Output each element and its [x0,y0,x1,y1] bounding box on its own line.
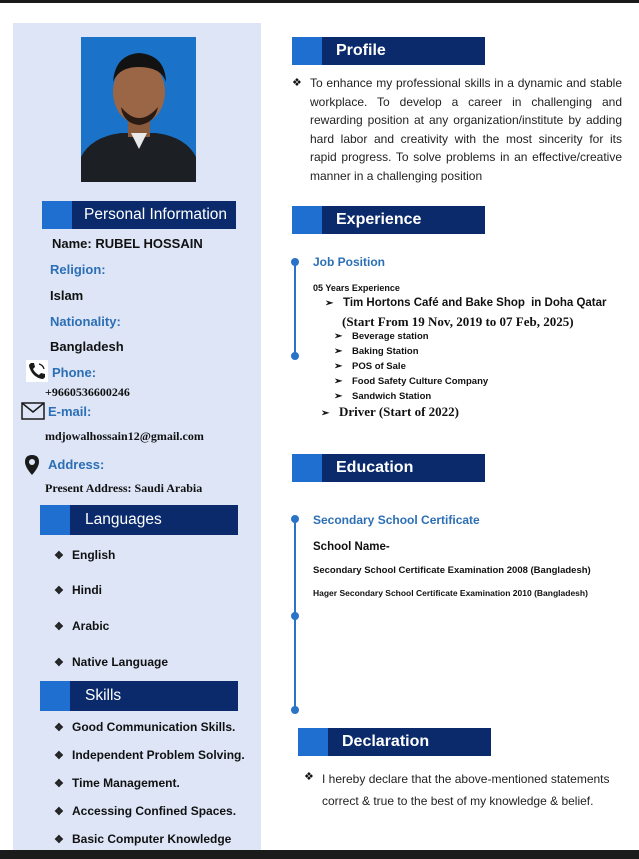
profile-header [292,37,485,65]
diamond-bullet-icon: ❖ [54,585,64,597]
language-item [54,548,115,562]
timeline-dot [291,612,299,620]
driver-line [321,404,459,420]
diamond-bullet-icon: ❖ [54,657,64,669]
declaration-header [298,728,491,756]
skill-item [54,804,236,818]
language-item [54,583,102,597]
arrow-bullet-icon: ➢ [321,408,330,419]
school-name-label: School Name- [313,541,390,553]
location-pin-icon [24,454,40,476]
skill-item [54,748,245,762]
skill-item [54,776,180,790]
mail-icon [21,402,45,420]
timeline-dot [291,258,299,266]
personal-information-header [42,201,236,229]
job-position-title: Job Position [313,255,385,269]
header-title: Languages [85,511,162,528]
education-title: Secondary School Certificate [313,513,480,527]
experience-timeline [294,262,296,356]
bottom-border [0,850,639,859]
address-label: Address: [48,457,105,472]
skill-item [54,720,235,734]
header-title: Personal Information [84,206,228,223]
name-line: Name: RUBEL HOSSAIN [52,236,203,251]
arrow-bullet-icon: ➢ [334,361,343,372]
header-accent [298,728,328,756]
experience-header [292,206,485,234]
languages-header [40,505,238,535]
email-value: mdjowalhossain12@gmail.com [45,429,204,443]
diamond-bullet-icon: ❖ [292,77,302,89]
top-border [0,0,639,3]
duty-item [334,361,406,372]
address-value: Present Address: Saudi Arabia [45,481,203,495]
language-label: English [72,548,116,562]
header-accent [40,505,70,535]
header-accent [292,206,322,234]
header-title: Experience [336,211,422,228]
phone-icon [26,360,48,382]
employment-period: (Start From 19 Nov, 2019 to 07 Feb, 2025) [342,314,574,329]
duty-label: Beverage station [352,331,429,342]
arrow-bullet-icon: ➢ [334,391,343,402]
diamond-bullet-icon: ❖ [54,722,64,734]
education-line-1: Secondary School Certificate Examination 2008 (Bangladesh) [313,565,591,576]
employer-location: in Doha Qatar [531,297,607,309]
header-accent [292,37,322,65]
skill-label: Independent Problem Solving. [72,748,245,762]
experience-years: 05 Years Experience [313,283,400,293]
profile-text: To enhance my professional skills in a dynamic and stable workplace. To develop a career in challenging and rewarding position at any organization/institute by adding hard labor and creativity with the most sincerity for its rapid progress. To solve problems in an effective/creative manner in a challenging position [310,76,622,183]
education-line-2: Hager Secondary School Certificate Examination 2010 (Bangladesh) [313,588,588,598]
arrow-bullet-icon: ➢ [334,331,343,342]
language-item [54,619,109,633]
arrow-bullet-icon: ➢ [334,376,343,387]
header-title: Declaration [342,733,430,750]
header-accent [42,201,72,229]
language-label: Arabic [72,619,110,633]
language-label: Hindi [72,583,102,597]
employer-name: Tim Hortons Café and Bake Shop [343,297,525,309]
employer-line [325,297,607,309]
arrow-bullet-icon: ➢ [325,298,334,309]
skill-label: Accessing Confined Spaces. [72,804,237,818]
duty-item [334,331,429,342]
header-accent [292,454,322,482]
education-header [292,454,485,482]
nationality-label: Nationality: [50,314,121,329]
diamond-bullet-icon: ❖ [304,771,314,783]
driver-label: Driver (Start of 2022) [339,404,459,419]
email-label: E-mail: [48,404,92,419]
header-title: Skills [85,687,122,704]
timeline-dot [291,706,299,714]
duty-item [334,376,488,387]
duty-label: Baking Station [352,346,419,357]
profile-photo [81,37,196,182]
diamond-bullet-icon: ❖ [54,778,64,790]
header-title: Education [336,459,414,476]
declaration-text: I hereby declare that the above-mentioned statements correct & true to the best of my knowledge & belief. [322,772,610,808]
timeline-dot [291,515,299,523]
skills-header [40,681,238,711]
skill-label: Good Communication Skills. [72,720,236,734]
phone-label: Phone: [52,365,97,380]
religion-label: Religion: [50,262,106,277]
language-label: Native Language [72,655,169,669]
duty-item [334,346,419,357]
skill-label: Basic Computer Knowledge [72,832,232,846]
diamond-bullet-icon: ❖ [54,834,64,846]
diamond-bullet-icon: ❖ [54,750,64,762]
arrow-bullet-icon: ➢ [334,346,343,357]
nationality-value: Bangladesh [50,339,124,354]
diamond-bullet-icon: ❖ [54,550,64,562]
diamond-bullet-icon: ❖ [54,806,64,818]
duty-label: Food Safety Culture Company [352,376,489,387]
duty-label: POS of Sale [352,361,406,372]
diamond-bullet-icon: ❖ [54,621,64,633]
language-item [54,655,168,669]
phone-value: +9660536600246 [45,385,130,399]
duty-item [334,391,431,402]
header-title: Profile [336,42,386,59]
timeline-dot [291,352,299,360]
skill-item [54,832,231,846]
skill-label: Time Management. [72,776,180,790]
duty-label: Sandwich Station [352,391,432,402]
religion-value: Islam [50,288,84,303]
header-accent [40,681,70,711]
